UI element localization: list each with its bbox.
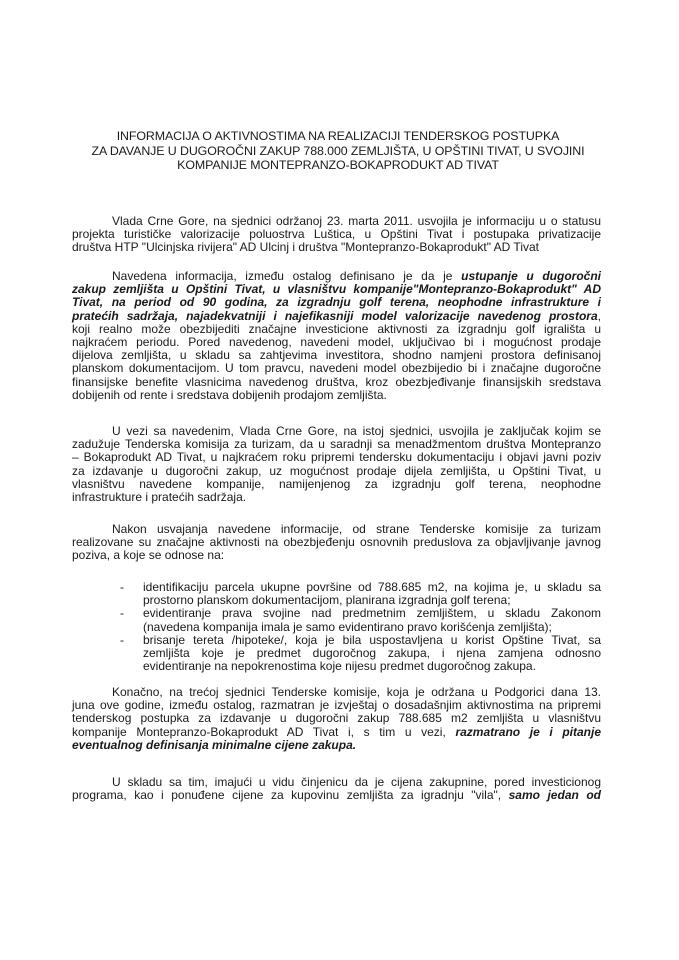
text-run: infrastrukture i pratećih sadržaja.	[72, 489, 247, 504]
text-run: planskom dokumentacijom. U tom pravcu, navedeni model obezbijedio bi i značajne dugoročne	[72, 361, 601, 376]
list-item-line: identifikaciju parcela ukupne površine od 788.685 m2, na kojima je, u skladu sa	[143, 580, 601, 594]
text-run: realizovane su značajne aktivnosti na obezbjeđenju osnovnih preduslova za objavljivanje javnog	[72, 535, 601, 550]
text-run: kompanije Montepranzo-Bokaprodukt AD Tivat i, s tim u vezi,	[72, 724, 456, 739]
emphasized-text: eventualnog definisanja minimalne cijene zakupa.	[72, 737, 357, 752]
text-run: Vlada Crne Gore, na sjednici održanoj 23. marta 2011. usvojila je informaciju u o statusu	[112, 214, 601, 228]
text-line	[72, 389, 601, 402]
list-bullet-dash: -	[120, 632, 124, 647]
text-run: dobijenih od rente i sredstava dobijenih prodajom zemljišta.	[72, 387, 387, 402]
paragraph-government-session	[72, 215, 601, 255]
list-item	[72, 581, 601, 607]
list-bullet-dash: -	[120, 580, 124, 594]
title-line: ZA DAVANJE U DUGOROČNI ZAKUP 788.000 ZEMLJIŠTA, U OPŠTINI TIVAT, U SVOJINI	[91, 143, 585, 158]
emphasized-text: Tivat, na period od 90 godina, za izgradnju golf terena, neophodne infrastrukture i	[72, 295, 601, 310]
text-run: Konačno, na trećoj sjednici Tenderske komisije, koja je održana u Podgorici dana 13.	[112, 685, 601, 699]
text-run: tenderskog postupka za izdavanje u dugoročni zakup 788.685 m2 zemljišta u vlasništvu	[72, 711, 601, 726]
title-line: KOMPANIJE MONTEPRANZO-BOKAPRODUKT AD TIVAT	[177, 158, 499, 172]
text-line	[72, 789, 601, 802]
activities-list	[72, 581, 601, 673]
paragraph-third-session	[72, 686, 601, 752]
text-run: juna ove godine, između ostalog, razmatran je izvještaj o dosadašnjim aktivnostima na pripremi	[72, 698, 601, 713]
paragraph-lease-price	[72, 776, 601, 802]
paragraph-activities-intro	[72, 523, 601, 563]
list-item	[72, 607, 601, 633]
emphasized-text: razmatrano je i pitanje	[455, 724, 602, 739]
text-run: Nakon usvajanja navedene informacije, od strane Tenderske komisije za turizam	[112, 522, 601, 536]
text-run: Navedena informacija, između ostalog definisano je da je	[112, 269, 462, 283]
emphasized-text: ustupanje u dugoročni	[461, 269, 601, 283]
text-run: najkraćem periodu. Pored navedenog, navedeni model, uključivao bi i mogućnost prodaje	[72, 334, 601, 349]
text-run: ,	[597, 308, 601, 323]
text-line	[72, 549, 601, 562]
title-line: INFORMACIJA O AKTIVNOSTIMA NA REALIZACIJI TENDERSKOG POSTUPKA	[116, 129, 560, 143]
emphasized-text: pratećih sadržaja, najadekvatniji i najefikasniji model valorizacije navedenog prostora	[72, 308, 598, 323]
text-run: U vezi sa navedenim, Vlada Crne Gore, na istoj sjednici, usvojila je zaključak kojim se	[112, 424, 601, 438]
text-run: vlasništvu navedene kompanije, namijenjenog za izgradnju golf terena, neophodne	[72, 476, 601, 491]
text-line	[72, 241, 601, 254]
paragraph-tender-commission-task	[72, 425, 601, 504]
text-line	[72, 739, 601, 752]
text-run: društva HTP "Ulcinjska rivijera" AD Ulcinj i društva "Montepranzo-Bokaprodukt" AD Tivat	[72, 240, 539, 255]
document-title	[60, 129, 616, 173]
text-run: koji realno može obezbijediti značajne investicione aktivnosti za izgradnju golf igrališta u	[72, 321, 601, 336]
text-run: – Bokaprodukt AD Tivat, u najkraćem roku pripremi tendersku dokumentaciju i objavi javni poziv	[72, 450, 601, 465]
text-run: dijelova zemljišta, u skladu sa zahtjevima investitora, shodno namjeni prostora definisanoj	[72, 348, 601, 363]
emphasized-text: samo jedan od	[508, 788, 601, 803]
text-run: za izdavanje u dugoročni zakup, uz mogućnost prodaje dijela zemljišta, u Opštini Tivat, u	[72, 463, 601, 478]
list-item-line: evidentiranje prava svojine nad predmetnim zemljištem, u skladu Zakonom	[143, 606, 601, 621]
text-run: finansijske benefite vlasnicima navedenog društva, kroz obezbjeđivanje finansijskih sredstava	[72, 374, 601, 389]
text-run: zadužuje Tenderska komisija za turizam, da u saradnji sa menadžmentom društva Montepranzo	[72, 437, 601, 452]
list-item-line: prostorno planskom dokumentacijom, planirana izgradnja golf terena;	[143, 593, 511, 608]
text-line	[72, 491, 601, 504]
text-run: programa, kao i ponuđene cijene za kupovinu zemljišta za igradnju "vila",	[72, 788, 509, 803]
text-run: projekta turističke valorizacije poluostrva Luštica, u Opštini Tivat i postupaka privatizacije	[72, 227, 601, 242]
list-item	[72, 634, 601, 674]
list-item-line: (navedena kompanija imala je samo evidentirano pravo korišćenja zemljišta);	[143, 619, 552, 634]
text-run: U skladu sa tim, imajući u vidu činjenicu da je cijena zakupnine, pored investicionog	[112, 775, 601, 789]
list-item-line: brisanje tereta /hipoteke/, koja je bila uspostavljena u korist Opštine Tivat, sa	[143, 632, 601, 647]
paragraph-model-definition	[72, 270, 601, 402]
text-run: poziva, a koje se odnose na:	[72, 548, 225, 563]
list-bullet-dash: -	[120, 606, 124, 621]
emphasized-text: zakup zemljišta u Opštini Tivat, u vlasništvu kompanije"Montepranzo-Bokaprodukt" AD	[72, 282, 601, 297]
list-item-line: evidentiranje na nepokrenostima koje nijesu predmet dugoročnog zakupa.	[143, 659, 536, 674]
list-item-line: zemljišta koje je predmet dugoročnog zakupa, i njena zamjena odnosno	[143, 645, 601, 660]
